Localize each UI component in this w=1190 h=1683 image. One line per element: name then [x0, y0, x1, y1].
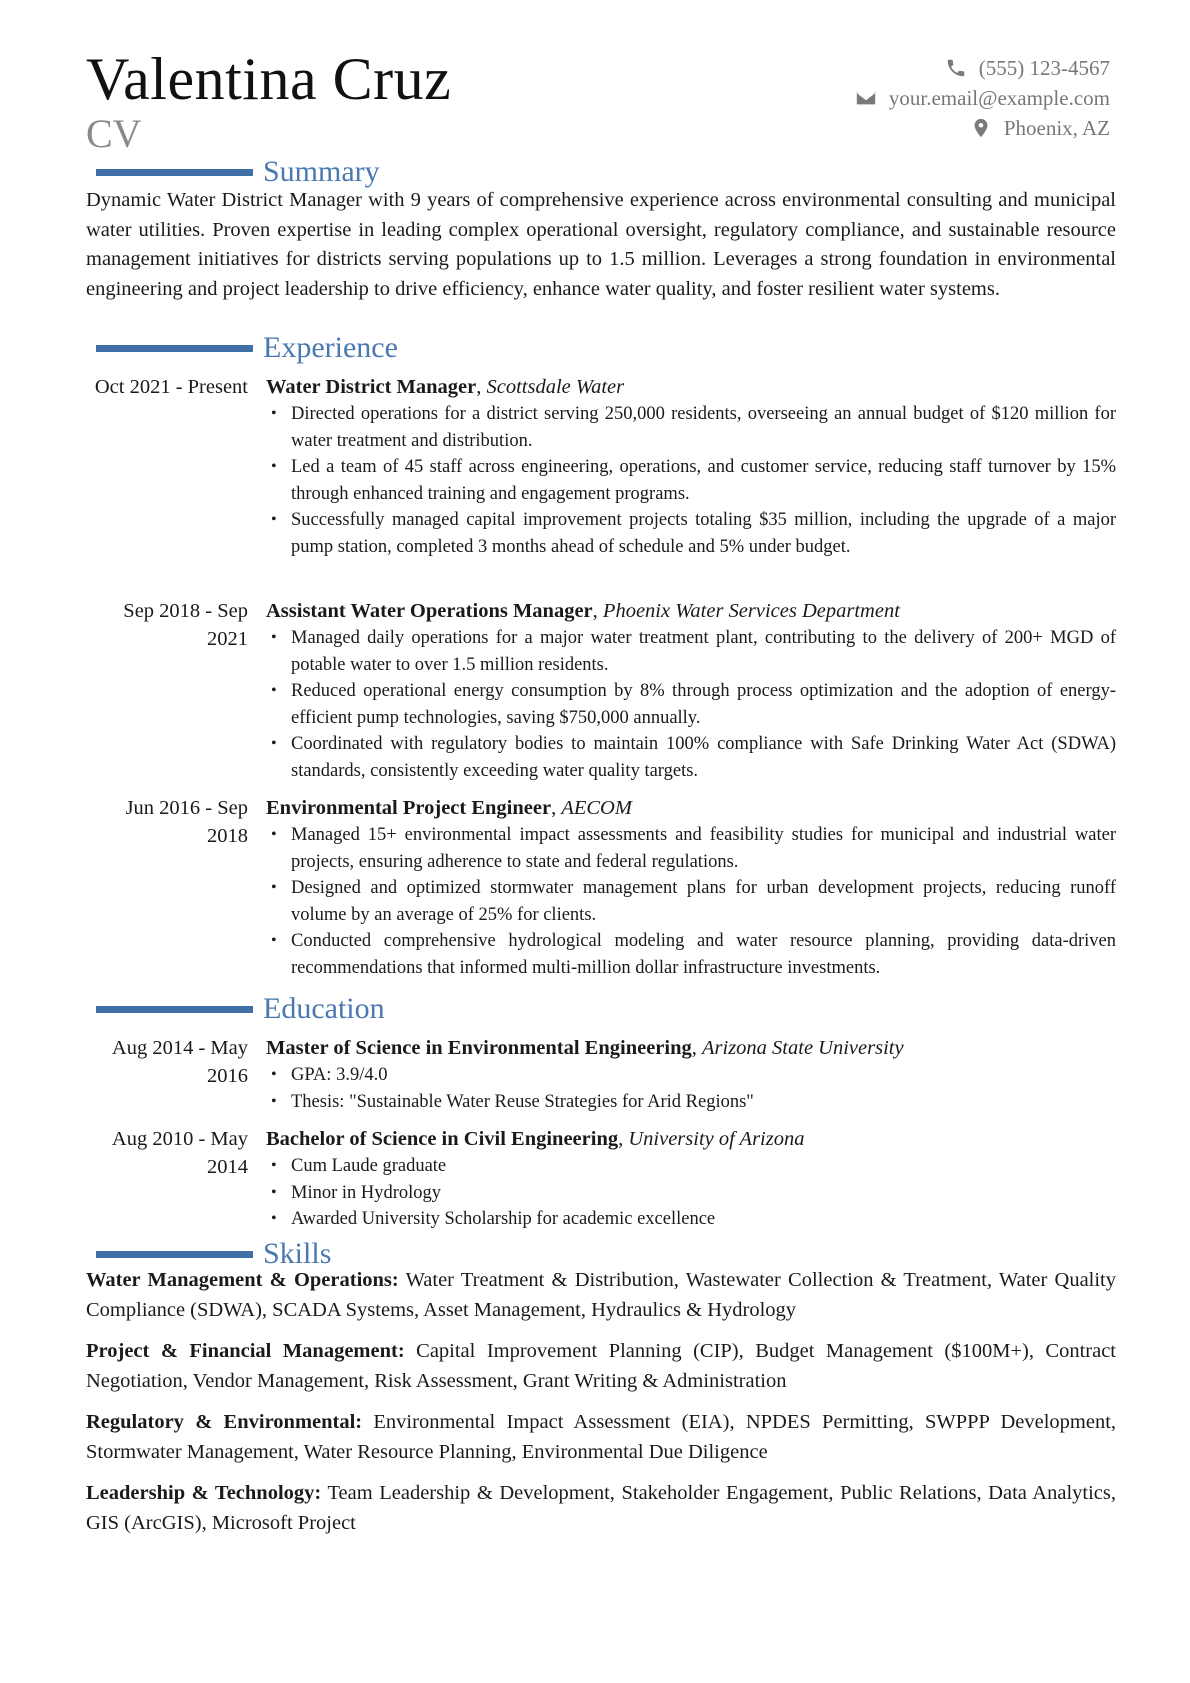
skill-group-text: Environmental Impact Assessment (EIA), NPDES Permitting, SWPPP Development, Stormwater Management, Water Resource Planning, Environmental Due Diligence: [86, 1411, 1117, 1463]
skill-group-label: Leadership & Technology:: [86, 1482, 322, 1504]
list-item: • Awarded University Scholarship for academic excellence: [291, 1206, 1116, 1233]
bullet-list: [266, 1153, 1116, 1233]
institution: University of Arizona: [628, 1128, 805, 1150]
skill-group-text: Team Leadership & Development, Stakeholder Engagement, Public Relations, Data Analytics, GIS (ArcGIS), Microsoft Project: [86, 1482, 1116, 1534]
envelope-icon: [855, 87, 877, 109]
list-item: • Managed 15+ environmental impact assessments and feasibility studies for municipal and industrial water projects, ensuring adherence to state and federal regulations.: [291, 822, 1116, 875]
list-item: • Cum Laude graduate: [291, 1153, 1116, 1180]
entry-title: Water District Manager, Scottsdale Water: [266, 376, 625, 398]
employer: Scottsdale Water: [486, 376, 625, 398]
skills-heading: Skills: [263, 1237, 332, 1270]
bullet-list: [266, 1062, 1116, 1115]
skill-group: [86, 1337, 1116, 1396]
entry-body: [266, 597, 1116, 784]
list-item: • Managed daily operations for a major water treatment plant, contributing to the delivery of 200+ MGD of potable water to over 1.5 million residents.: [291, 625, 1116, 678]
entry-title: Master of Science in Environmental Engineering, Arizona State University: [266, 1037, 904, 1059]
list-item: • Thesis: "Sustainable Water Reuse Strategies for Arid Regions": [291, 1089, 1116, 1116]
employer: AECOM: [561, 797, 632, 819]
list-item: • Directed operations for a district serving 250,000 residents, overseeing an annual budget of $120 million for water treatment and distribution.: [291, 401, 1116, 454]
skill-group-label: Regulatory & Environmental:: [86, 1411, 363, 1433]
list-item: • Successfully managed capital improvement projects totaling $35 million, including the upgrade of a major pump station, completed 3 months ahead of schedule and 5% under budget.: [291, 507, 1116, 560]
entry-date: Oct 2021 - Present: [94, 376, 248, 398]
skill-group: [86, 1408, 1116, 1467]
skill-group-text: Water Treatment & Distribution, Wastewater Collection & Treatment, Water Quality Compliance (SDWA), SCADA Systems, Asset Management, Hydraulics & Hydrology: [86, 1269, 1117, 1321]
skills-block: [86, 1266, 1116, 1550]
skill-group-label: Project & Financial Management:: [86, 1340, 405, 1362]
bullet-list: [266, 822, 1116, 981]
degree-title: Bachelor of Science in Civil Engineering: [266, 1128, 619, 1150]
list-item: • Coordinated with regulatory bodies to maintain 100% compliance with Safe Drinking Water Act (SDWA) standards, consistently exceeding water quality targets.: [291, 731, 1116, 784]
experience-heading: Experience: [263, 331, 398, 364]
institution: Arizona State University: [702, 1037, 904, 1059]
contact-phone[interactable]: [855, 53, 1110, 83]
entry-body: [266, 794, 1116, 981]
contact-location: [855, 113, 1110, 143]
email-text: your.email@example.com: [888, 85, 1110, 110]
person-name: Valentina Cruz: [86, 46, 452, 112]
entry-date: Sep 2018 - Sep 2021: [123, 600, 248, 650]
contact-email[interactable]: [855, 83, 1110, 113]
summary-heading: Summary: [263, 155, 380, 188]
job-title: Environmental Project Engineer: [266, 797, 552, 819]
entry-title: Bachelor of Science in Civil Engineering, University of Arizona: [266, 1128, 805, 1150]
list-item: • Reduced operational energy consumption by 8% through process optimization and the adoption of energy-efficient pump technologies, saving $750,000 annually.: [291, 678, 1116, 731]
entry-date: Aug 2010 - May 2014: [111, 1128, 248, 1178]
section-accent-bar: [96, 169, 253, 176]
section-accent-bar: [96, 345, 253, 352]
section-accent-bar: [96, 1251, 253, 1258]
education-section-header: [96, 991, 1116, 1027]
bullet-list: [266, 401, 1116, 560]
entry-title: Assistant Water Operations Manager, Phoenix Water Services Department: [266, 600, 900, 622]
skill-group-label: Water Management & Operations:: [86, 1269, 399, 1291]
job-title: Water District Manager: [266, 376, 477, 398]
bullet-list: [266, 625, 1116, 784]
list-item: • Conducted comprehensive hydrological modeling and water resource planning, providing data-driven recommendations that informed multi-million dollar infrastructure investments.: [291, 928, 1116, 981]
list-item: • Minor in Hydrology: [291, 1180, 1116, 1207]
entry-title: Environmental Project Engineer, AECOM: [266, 797, 632, 819]
phone-icon: [945, 57, 967, 79]
list-item: • GPA: 3.9/4.0: [291, 1062, 1116, 1089]
skill-group-text: Capital Improvement Planning (CIP), Budget Management ($100M+), Contract Negotiation, Vendor Management, Risk Assessment, Grant Writing & Administration: [86, 1340, 1116, 1392]
degree-title: Master of Science in Environmental Engineering: [266, 1037, 692, 1059]
entry-body: [266, 1125, 1116, 1233]
skill-group: [86, 1266, 1116, 1325]
list-item: • Designed and optimized stormwater management plans for urban development projects, reducing runoff volume by an average of 25% for clients.: [291, 875, 1116, 928]
list-item: • Led a team of 45 staff across engineering, operations, and customer service, reducing staff turnover by 15% through enhanced training and engagement programs.: [291, 454, 1116, 507]
entry-date: Jun 2016 - Sep 2018: [125, 797, 248, 847]
skill-group: [86, 1479, 1116, 1538]
entry-body: [266, 373, 1116, 560]
location-text: Phoenix, AZ: [1003, 115, 1110, 140]
education-heading: Education: [263, 992, 385, 1025]
contact-block: [855, 53, 1110, 143]
map-pin-icon: [970, 117, 992, 139]
summary-section-header: [96, 154, 1116, 190]
job-title: Assistant Water Operations Manager: [266, 600, 593, 622]
entry-date: Aug 2014 - May 2016: [111, 1037, 248, 1087]
experience-section-header: [96, 330, 1116, 366]
document-subtitle: CV: [86, 111, 142, 156]
phone-text: (555) 123-4567: [978, 55, 1110, 80]
entry-body: [266, 1034, 1116, 1115]
section-accent-bar: [96, 1006, 253, 1013]
summary-text: Dynamic Water District Manager with 9 years of comprehensive experience across environmental consulting and municipal water utilities. Proven expertise in leading complex operational oversight, regulatory compliance, and sustainable resource management initiatives for districts serving populations up to 1.5 million. Leverages a strong foundation in environmental engineering and project leadership to drive efficiency, enhance water quality, and foster resilient water systems.: [86, 189, 1116, 300]
employer: Phoenix Water Services Department: [602, 600, 900, 622]
